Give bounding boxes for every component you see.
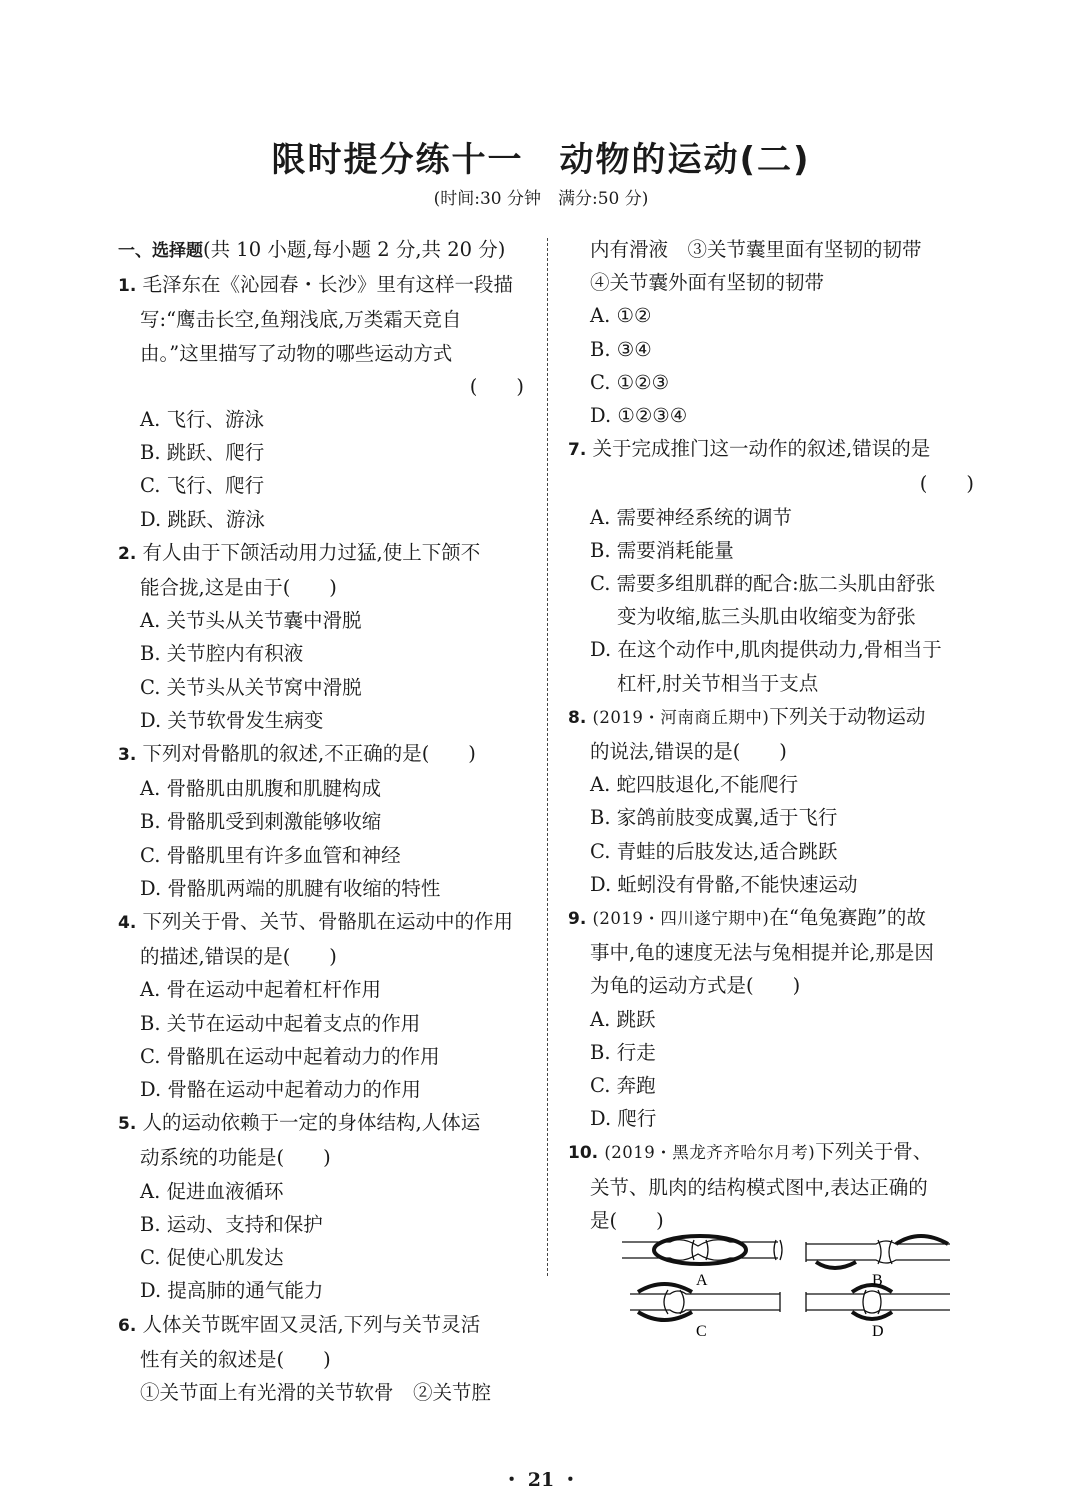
- question-text: 有人由于下颌活动用力过猛,使上下颌不: [142, 540, 481, 564]
- section-label: 一、选择题: [118, 241, 203, 261]
- option-b: B. 跳跃、爬行: [140, 441, 265, 465]
- option-c-cont: 变为收缩,肱三头肌由收缩变为舒张: [617, 605, 916, 629]
- question-9: [568, 901, 980, 1135]
- question-6-statements-cont: 内有滑液 ③关节囊里面有坚韧的韧带: [590, 238, 922, 261]
- question-number: 2.: [118, 543, 137, 564]
- question-5: [118, 1106, 530, 1307]
- question-text-cont: 写:“鹰击长空,鱼翔浅底,万类霜天竞自: [140, 308, 462, 332]
- option-c: C. 骨骼肌里有许多血管和神经: [140, 843, 401, 867]
- diagram-label-a: A: [696, 1272, 708, 1289]
- question-number: 9.: [568, 909, 587, 930]
- question-text: 下列关于骨、关节、骨骼肌在运动中的作用: [142, 910, 514, 934]
- option-d: D. 爬行: [590, 1107, 657, 1131]
- question-text-cont: 是( ): [590, 1208, 664, 1232]
- diagram-b: [806, 1236, 950, 1268]
- diagram-c: [630, 1284, 780, 1320]
- diagram-label-b: B: [872, 1272, 883, 1289]
- option-c: C. 奔跑: [590, 1074, 656, 1098]
- option-c: C. 青蛙的后肢发达,适合跳跃: [590, 839, 838, 863]
- question-3: [118, 737, 530, 905]
- column-divider: [547, 238, 548, 1276]
- question-source: (2019・河南商丘期中): [592, 707, 770, 727]
- question-number: 6.: [118, 1315, 137, 1336]
- question-text: 人的运动依赖于一定的身体结构,人体运: [142, 1111, 481, 1135]
- option-d: D. 在这个动作中,肌肉提供动力,骨相当于: [590, 638, 942, 662]
- section-header: [118, 233, 530, 268]
- question-text: 下列关于骨、: [815, 1140, 933, 1164]
- question-number: 5.: [118, 1114, 137, 1135]
- option-d: D. 跳跃、游泳: [140, 507, 265, 531]
- question-10: [568, 1135, 980, 1237]
- question-number: 8.: [568, 707, 587, 728]
- option-a: A. 关节头从关节囊中滑脱: [140, 609, 362, 633]
- question-number: 4.: [118, 913, 137, 934]
- question-text-cont: 能合拢,这是由于( ): [140, 576, 337, 600]
- question-6: [118, 1308, 530, 1410]
- question-text-cont: 的说法,错误的是( ): [590, 740, 787, 764]
- diagram-d: [806, 1285, 950, 1319]
- question-text: 下列对骨骼肌的叙述,不正确的是( ): [142, 742, 476, 766]
- question-text-cont: 动系统的功能是( ): [140, 1146, 331, 1170]
- question-text-cont: 由。”这里描写了动物的哪些运动方式: [140, 341, 453, 365]
- option-c: C. ①②③: [590, 370, 670, 394]
- option-b: B. 需要消耗能量: [590, 538, 734, 562]
- question-text: 下列关于动物运动: [769, 704, 926, 728]
- question-2: [118, 536, 530, 737]
- left-column: [118, 233, 530, 1409]
- question-text-cont: 事中,龟的速度无法与兔相提并论,那是因: [590, 941, 934, 965]
- option-b: B. 家鸽前肢变成翼,适于飞行: [590, 806, 838, 830]
- option-a: A. 飞行、游泳: [140, 408, 264, 432]
- option-b: B. 关节腔内有积液: [140, 642, 304, 666]
- option-d-cont: 杠杆,肘关节相当于支点: [617, 671, 819, 695]
- option-c: C. 飞行、爬行: [140, 474, 265, 498]
- option-d: D. 蚯蚓没有骨骼,不能快速运动: [590, 872, 858, 896]
- joint-diagram-figure: [620, 1232, 954, 1340]
- option-d: D. 骨骼在运动中起着动力的作用: [140, 1078, 421, 1102]
- question-text-cont: 性有关的叙述是( ): [140, 1347, 331, 1371]
- question-1: [118, 268, 530, 536]
- option-a: A. ①②: [590, 304, 652, 328]
- option-b: B. 骨骼肌受到刺激能够收缩: [140, 810, 382, 834]
- question-text: 在“龟兔赛跑”的故: [769, 906, 926, 930]
- question-text: 人体关节既牢固又灵活,下列与关节灵活: [142, 1312, 481, 1336]
- question-number: 10.: [568, 1143, 599, 1164]
- question-8: [568, 700, 980, 901]
- option-c: C. 关节头从关节窝中滑脱: [140, 675, 362, 699]
- option-d: D. ①②③④: [590, 404, 688, 428]
- option-b: B. ③④: [590, 337, 652, 361]
- page-subtitle: (时间:30 分钟 满分:50 分): [433, 189, 649, 209]
- option-c: C. 需要多组肌群的配合:肱二头肌由舒张: [590, 572, 936, 596]
- question-number: 7.: [568, 440, 587, 461]
- option-a: A. 促进血液循环: [140, 1179, 284, 1203]
- answer-bracket: ( ): [919, 472, 974, 496]
- question-number: 3.: [118, 745, 137, 766]
- page-title: 限时提分练十一 动物的运动(二): [271, 140, 811, 180]
- question-text-cont: 为龟的运动方式是( ): [590, 974, 801, 998]
- option-a: A. 骨骼肌由肌腹和肌腱构成: [140, 777, 381, 801]
- question-4: [118, 905, 530, 1106]
- option-a: A. 需要神经系统的调节: [590, 505, 792, 529]
- option-c: C. 促使心肌发达: [140, 1246, 284, 1270]
- option-a: A. 骨在运动中起着杠杆作用: [140, 978, 381, 1002]
- option-d: D. 关节软骨发生病变: [140, 708, 324, 732]
- option-b: B. 运动、支持和保护: [140, 1212, 323, 1236]
- diagram-label-c: C: [696, 1323, 707, 1340]
- question-statements: ①关节面上有光滑的关节软骨 ②关节腔: [140, 1380, 492, 1404]
- question-source: (2019・黑龙齐齐哈尔月考): [604, 1143, 816, 1163]
- option-b: B. 行走: [590, 1040, 656, 1064]
- option-c: C. 骨骼肌在运动中起着动力的作用: [140, 1044, 440, 1068]
- diagram-a: [622, 1236, 782, 1264]
- option-d: D. 提高肺的通气能力: [140, 1279, 324, 1303]
- question-text-cont: 的描述,错误的是( ): [140, 945, 337, 969]
- option-d: D. 骨骼肌两端的肌腱有收缩的特性: [140, 876, 441, 900]
- question-source: (2019・四川遂宁期中): [592, 909, 770, 929]
- answer-bracket: ( ): [469, 374, 524, 398]
- option-a: A. 跳跃: [590, 1007, 656, 1031]
- question-text: 毛泽东在《沁园春・长沙》里有这样一段描: [142, 273, 514, 297]
- question-text-cont: 关节、肌肉的结构模式图中,表达正确的: [590, 1175, 928, 1199]
- page-number: ・ 21 ・: [502, 1469, 580, 1491]
- question-number: 1.: [118, 276, 137, 297]
- diagram-label-d: D: [872, 1323, 884, 1340]
- question-text: 关于完成推门这一动作的叙述,错误的是: [592, 437, 931, 461]
- option-a: A. 蛇四肢退化,不能爬行: [590, 773, 799, 797]
- question-6-statements-cont: ④关节囊外面有坚韧的韧带: [590, 271, 825, 295]
- option-b: B. 关节在运动中起着支点的作用: [140, 1011, 421, 1035]
- question-7: [568, 432, 980, 700]
- right-column: [568, 233, 980, 1237]
- section-note: (共 10 小题,每小题 2 分,共 20 分): [203, 238, 506, 261]
